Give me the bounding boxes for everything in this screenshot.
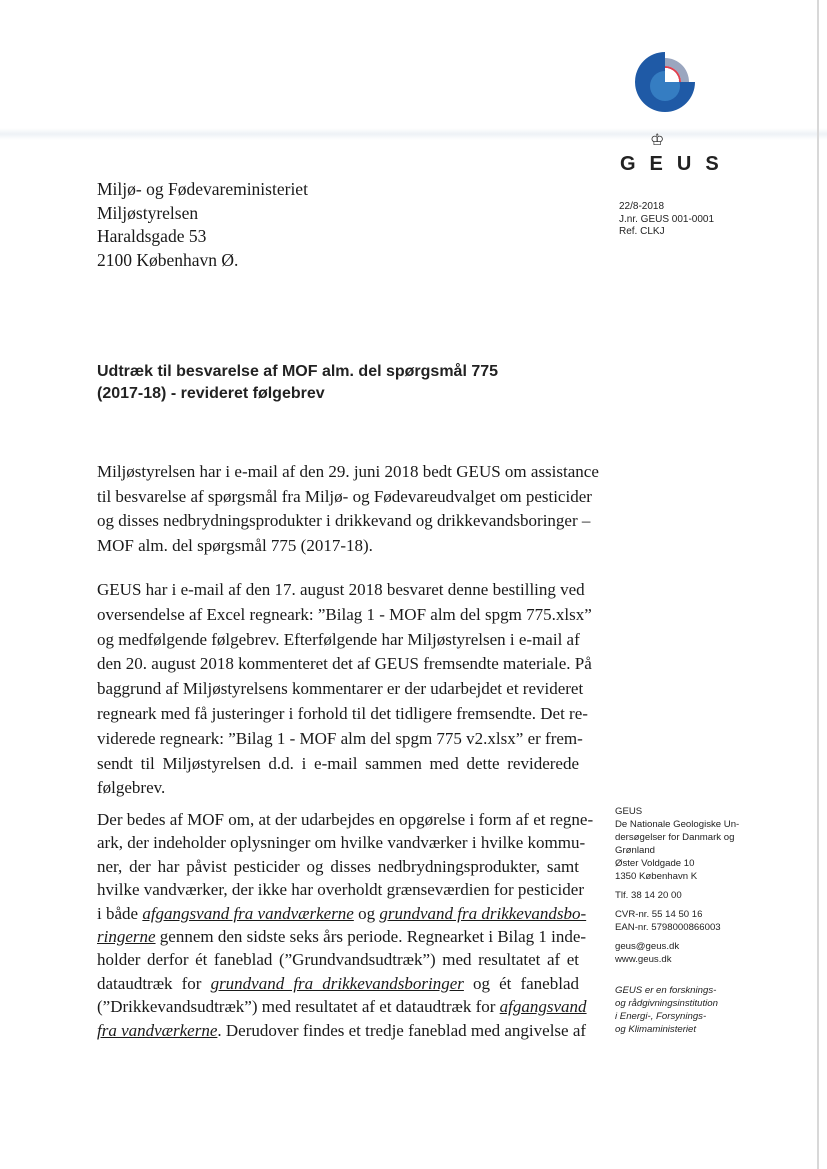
email: geus@geus.dk (615, 941, 680, 952)
ean-number: EAN-nr. 5798000866003 (615, 922, 721, 933)
text: (”Drikkevandsudtræk”) med resultatet af et dataudtræk for (97, 997, 500, 1017)
org-name: GEUS (615, 806, 643, 817)
recipient-line: Miljøstyrelsen (97, 202, 199, 223)
recipient-line: 2100 København Ø. (97, 249, 239, 270)
website: www.geus.dk (615, 954, 672, 965)
journal-number: J.nr. GEUS 001-0001 (619, 213, 715, 225)
geus-wordmark: GEUS (620, 153, 733, 175)
paragraph-1 (97, 460, 599, 558)
phone: Tlf. 38 14 20 00 (615, 890, 682, 901)
text: dataudtræk for (97, 973, 211, 993)
crown-icon: ♔ (650, 132, 665, 149)
text-line: oversendelse af Excel regneark: ”Bilag 1 - MOF alm del spgm 775.xlsx” (97, 604, 592, 624)
text-line: GEUS har i e-mail af den 17. august 2018 besvaret denne bestilling ved (97, 580, 585, 599)
paragraph-2 (97, 578, 592, 801)
street: Øster Voldgade 10 (615, 858, 695, 869)
text-line (97, 902, 587, 925)
sender-info (615, 805, 739, 1036)
text-line (97, 972, 579, 995)
text: gennem den sidste seks års periode. Regnearket i Bilag 1 inde- (155, 927, 587, 947)
city: 1350 København K (615, 871, 698, 882)
reference: Ref. CLKJ (619, 226, 665, 237)
text-line: ner, der har påvist pesticider og disses nedbrydningsprodukter, samt (97, 856, 579, 876)
text-line: og disses nedbrydningsprodukter i drikkevand og drikkevandsboringer – (97, 511, 591, 531)
emphasis: grundvand fra drikkevandsboringer (210, 973, 464, 993)
text-line: følgebrev. (97, 778, 166, 798)
text-line: sendt til Miljøstyrelsen d.d. i e-mail sammen med dette reviderede (97, 753, 579, 773)
page-edge (817, 0, 819, 1169)
text-line (97, 925, 587, 948)
text-line: viderede regneark: ”Bilag 1 - MOF alm del spgm 775 v2.xlsx” er frem- (97, 728, 583, 748)
tagline: i Energi-, Forsynings- (615, 1011, 707, 1022)
emphasis: grundvand fra drikkevandsbo- (379, 903, 587, 923)
recipient-address (97, 178, 308, 272)
tagline: GEUS er en forsknings- (615, 985, 717, 996)
org-fullname: De Nationale Geologiske Un- (615, 819, 740, 830)
text: . Derudover findes et tredje faneblad med angivelse af (217, 1020, 587, 1040)
geus-logo-icon (633, 50, 697, 114)
text-line: hvilke vandværker, der ikke har overholdt grænseværdien for pesticider (97, 880, 584, 900)
tagline: og Klimaministeriet (615, 1024, 697, 1035)
letter-meta (619, 201, 714, 239)
emphasis: afgangsvand fra vandværkerne (142, 903, 354, 923)
title-line: (2017-18) - revideret følgebrev (97, 385, 325, 402)
letter-title (97, 361, 498, 405)
text-line: til besvarelse af spørgsmål fra Miljø- og Fødevareudvalget om pesticider (97, 486, 592, 506)
text-line (97, 995, 587, 1018)
text-line: MOF alm. del spørgsmål 775 (2017-18). (97, 535, 373, 555)
text-line: Miljøstyrelsen har i e-mail af den 29. juni 2018 bedt GEUS om assistance (97, 462, 599, 481)
text-line: ark, der indeholder oplysninger om hvilke vandværker i hvilke kommu- (97, 833, 586, 853)
paragraph-3 (97, 808, 594, 1042)
emphasis: ringerne (97, 927, 156, 947)
org-fullname: dersøgelser for Danmark og (615, 832, 735, 843)
text-line: den 20. august 2018 kommenteret det af GEUS fremsendte materiale. På (97, 654, 592, 674)
text-line: holder derfor ét faneblad (”Grundvandsudtræk”) med resultatet af et (97, 950, 579, 970)
text-line: Der bedes af MOF om, at der udarbejdes en opgørelse i form af et regne- (97, 810, 594, 829)
tagline: og rådgivningsinstitution (615, 998, 718, 1009)
emphasis: afgangsvand (499, 997, 587, 1017)
text-line (97, 1019, 587, 1042)
text-line: regneark med få justeringer i forhold til det tidligere fremsendte. Det re- (97, 703, 588, 723)
scan-band (0, 128, 827, 140)
text-line: og medfølgende følgebrev. Efterfølgende har Miljøstyrelsen i e-mail af (97, 629, 580, 649)
date: 22/8-2018 (619, 201, 665, 212)
emphasis: fra vandværkerne (97, 1020, 218, 1040)
text-line: baggrund af Miljøstyrelsens kommentarer er der udarbejdet et revideret (97, 679, 584, 699)
text: i både (97, 903, 143, 923)
title-line: Udtræk til besvarelse af MOF alm. del spørgsmål 775 (97, 363, 499, 380)
cvr-number: CVR-nr. 55 14 50 16 (615, 909, 703, 920)
text: og (353, 903, 380, 923)
recipient-line: Haraldsgade 53 (97, 226, 207, 246)
recipient-line: Miljø- og Fødevareministeriet (97, 179, 308, 199)
text: og ét faneblad (463, 973, 579, 993)
org-fullname: Grønland (615, 845, 655, 856)
